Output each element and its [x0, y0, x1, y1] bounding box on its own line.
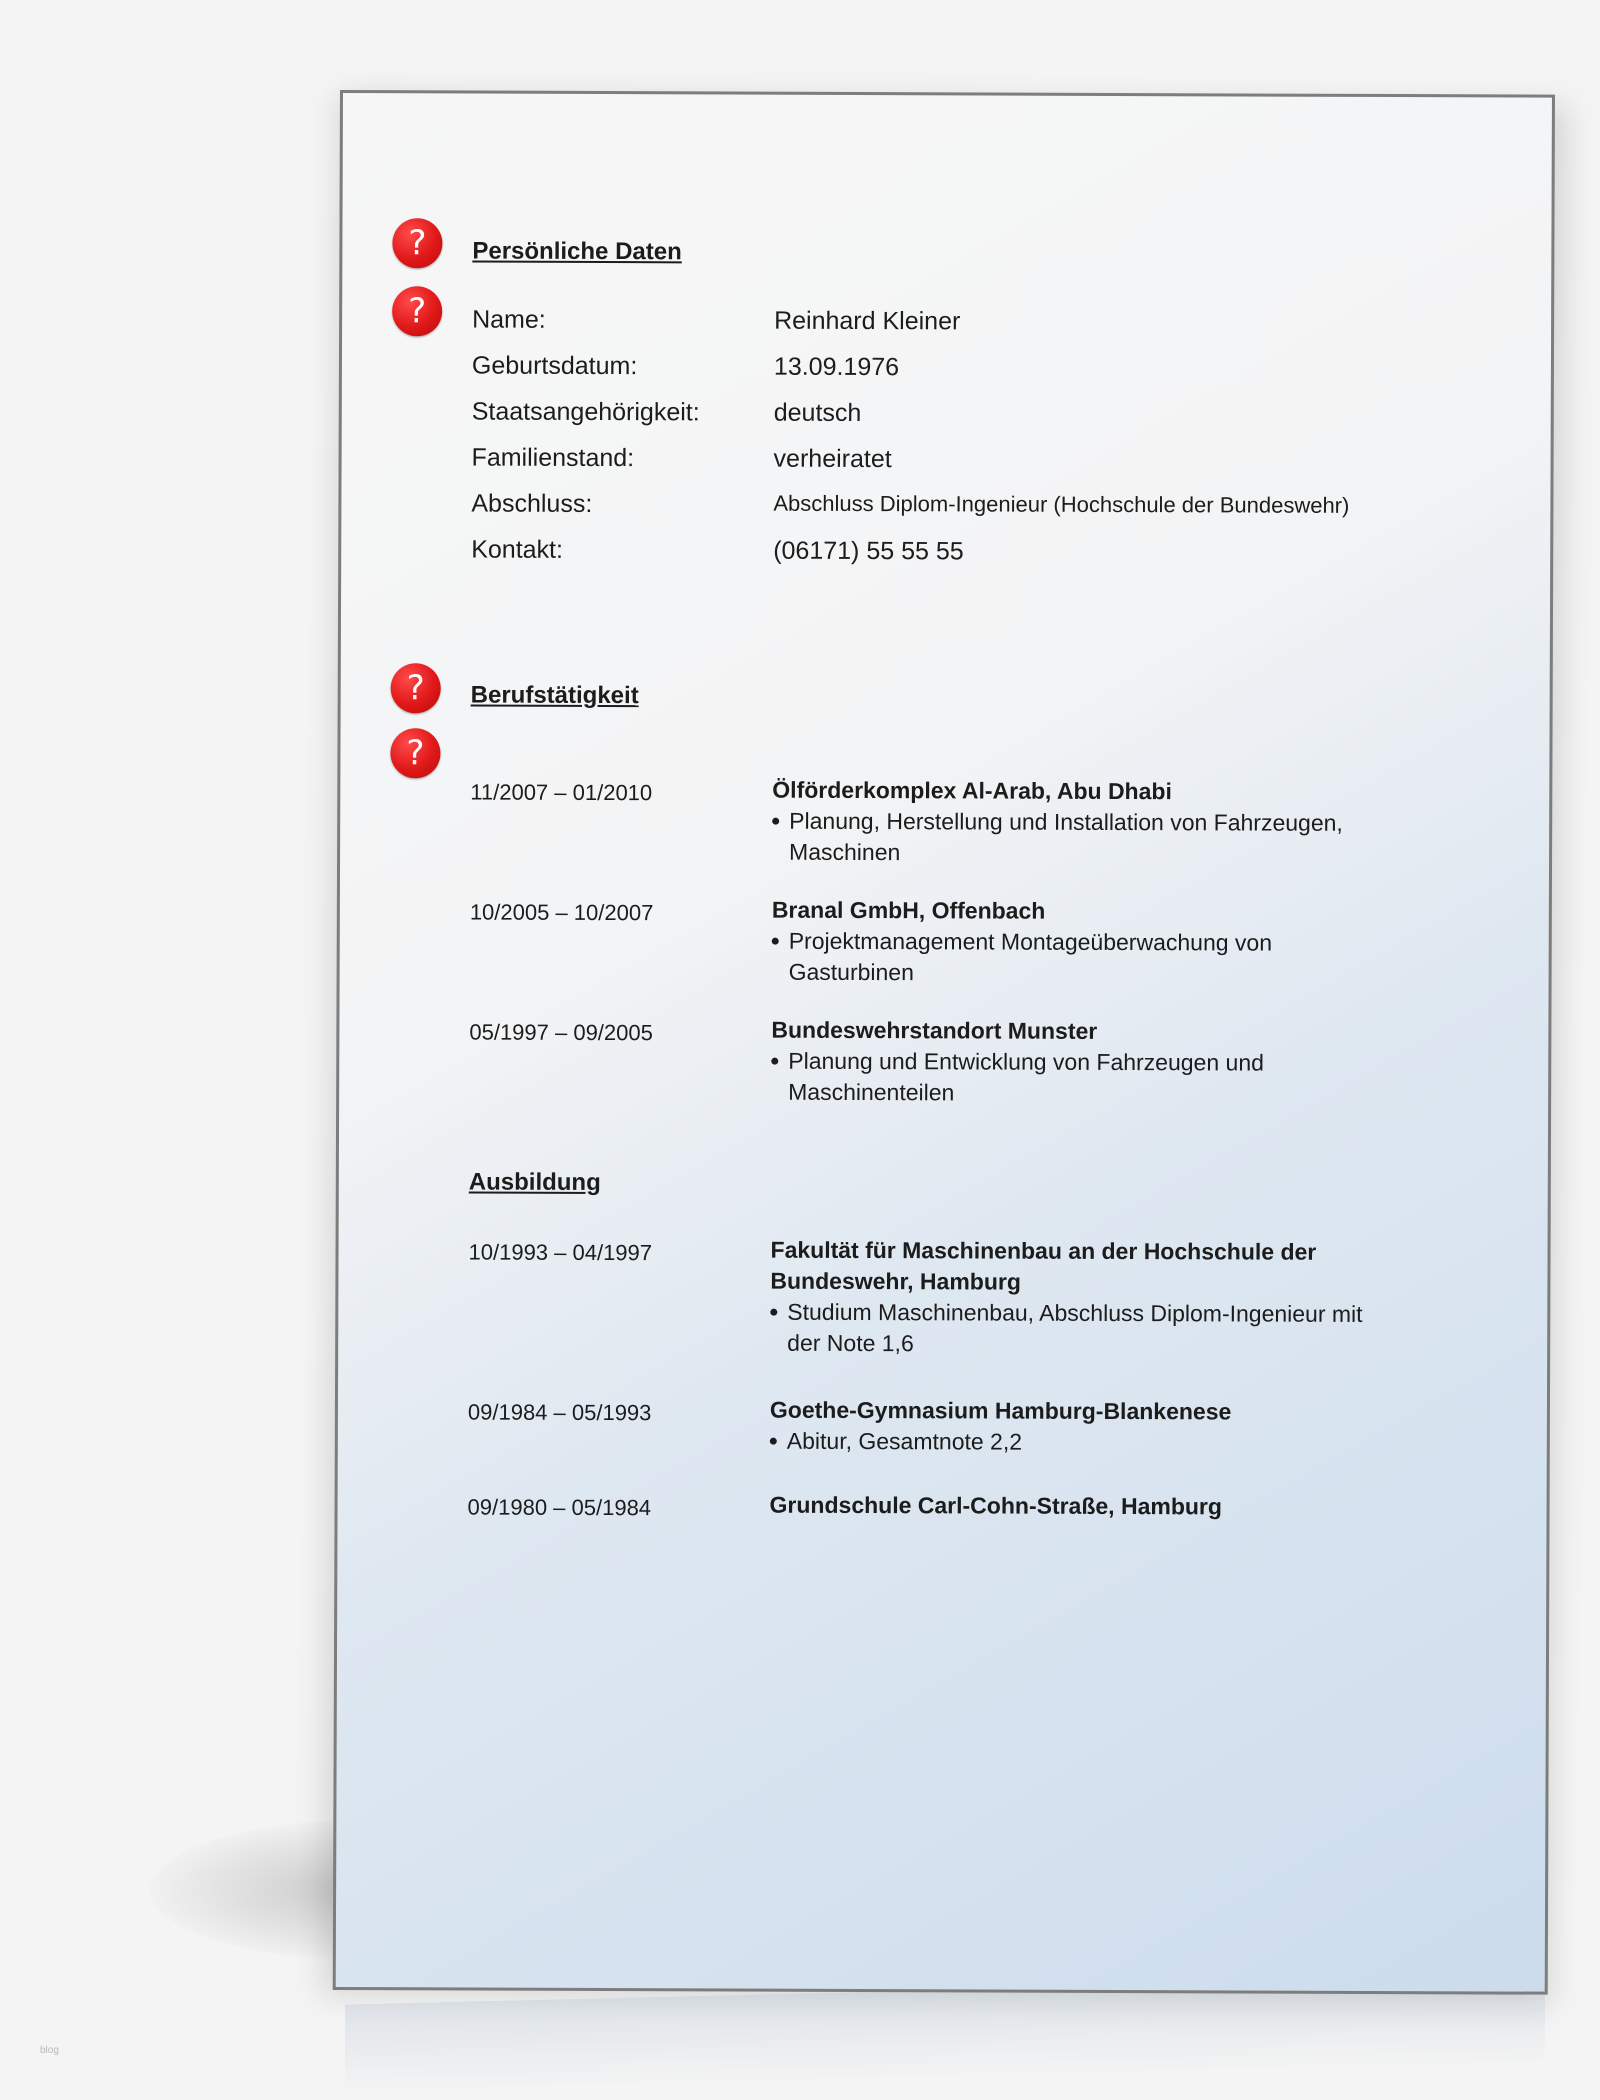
entry-body: [772, 895, 1392, 990]
entry-title: Grundschule Carl-Cohn-Straße, Hamburg: [769, 1491, 1222, 1520]
bullet-icon: [770, 1309, 777, 1316]
section-heading-personal: Persönliche Daten: [472, 237, 682, 266]
entry-title: Branal GmbH, Offenbach: [771, 896, 1046, 924]
bullet-icon: [772, 818, 779, 825]
personal-label: Geburtsdatum:: [471, 351, 638, 381]
education-entry: [468, 1234, 1399, 1357]
personal-row-name: [472, 305, 1372, 336]
entry-title: Bundeswehrstandort Munster: [771, 1016, 1098, 1044]
bullet-icon: [770, 1438, 777, 1445]
bullet-text: Gasturbinen: [788, 958, 914, 986]
entry-body: [772, 775, 1392, 870]
personal-value: Reinhard Kleiner: [774, 306, 961, 336]
bullet-text: Abitur, Gesamtnote 2,2: [786, 1427, 1023, 1455]
entry-date: 05/1997 – 09/2005: [469, 1019, 653, 1046]
bullet-text: Planung und Entwicklung von Fahrzeugen und: [788, 1047, 1264, 1076]
personal-value: (06171) 55 55 55: [773, 536, 964, 566]
entry-body: [770, 1235, 1390, 1361]
entry-bullet: [770, 1297, 1390, 1361]
cv-document-page: [333, 90, 1555, 1995]
help-question-icon[interactable]: ?: [390, 728, 440, 778]
bullet-text: Planung, Herstellung und Installation von Fahrzeugen,: [789, 807, 1343, 836]
personal-label: Kontakt:: [471, 535, 564, 564]
entry-date: 11/2007 – 01/2010: [470, 779, 653, 806]
personal-row-contact: [471, 535, 1371, 566]
personal-label: Abschluss:: [471, 489, 593, 518]
entry-date: 09/1984 – 05/1993: [467, 1399, 652, 1426]
personal-value: 13.09.1976: [773, 352, 900, 382]
personal-label: Name:: [472, 305, 546, 334]
personal-value: verheiratet: [773, 444, 892, 474]
help-question-icon[interactable]: ?: [391, 663, 441, 713]
entry-body: [771, 1015, 1391, 1110]
bullet-icon: [771, 1058, 778, 1065]
entry-title: Ölförderkomplex Al-Arab, Abu Dhabi: [772, 776, 1172, 805]
entry-body: [770, 1395, 1390, 1459]
bullet-text: Projektmanagement Montageüberwachung von: [788, 927, 1273, 956]
help-question-icon[interactable]: ?: [392, 286, 442, 336]
bullet-text: der Note 1,6: [787, 1329, 914, 1357]
entry-bullet: [770, 1426, 1390, 1459]
help-question-icon[interactable]: ?: [392, 218, 442, 268]
entry-date: 10/2005 – 10/2007: [469, 899, 654, 926]
personal-row-nationality: [471, 397, 1372, 428]
bullet-text: Maschinenteilen: [788, 1078, 955, 1106]
personal-row-marital-status: [471, 443, 1372, 474]
entry-bullet: [772, 806, 1392, 870]
entry-date: 09/1980 – 05/1984: [467, 1494, 652, 1521]
personal-label: Staatsangehörigkeit:: [471, 397, 700, 427]
education-entry: [467, 1394, 1398, 1455]
personal-label: Familienstand:: [471, 443, 635, 473]
entry-title: Bundeswehr, Hamburg: [770, 1267, 1021, 1295]
entry-date: 10/1993 – 04/1997: [468, 1239, 653, 1266]
personal-value: deutsch: [773, 398, 862, 428]
section-heading-career: Berufstätigkeit: [470, 681, 639, 710]
career-entry: [470, 774, 1400, 866]
entry-bullet: [772, 926, 1392, 990]
career-entry: [469, 1014, 1399, 1106]
section-heading-education: Ausbildung: [468, 1168, 601, 1197]
bullet-icon: [772, 938, 779, 945]
education-entry: [467, 1489, 1398, 1521]
entry-body: [770, 1490, 1390, 1523]
career-entry: [469, 894, 1400, 986]
watermark: blog: [40, 2045, 59, 2056]
bullet-text: Studium Maschinenbau, Abschluss Diplom-Ingenieur mit: [787, 1298, 1363, 1327]
personal-row-birthdate: [471, 351, 1372, 382]
entry-title: Fakultät für Maschinenbau an der Hochschule der: [770, 1236, 1317, 1265]
bullet-text: Maschinen: [789, 838, 901, 866]
entry-bullet: [771, 1046, 1391, 1110]
entry-title: Goethe-Gymnasium Hamburg-Blankenese: [769, 1396, 1232, 1425]
personal-value: Abschluss Diplom-Ingenieur (Hochschule der Bundeswehr): [773, 490, 1350, 518]
personal-row-degree: [471, 489, 1371, 518]
